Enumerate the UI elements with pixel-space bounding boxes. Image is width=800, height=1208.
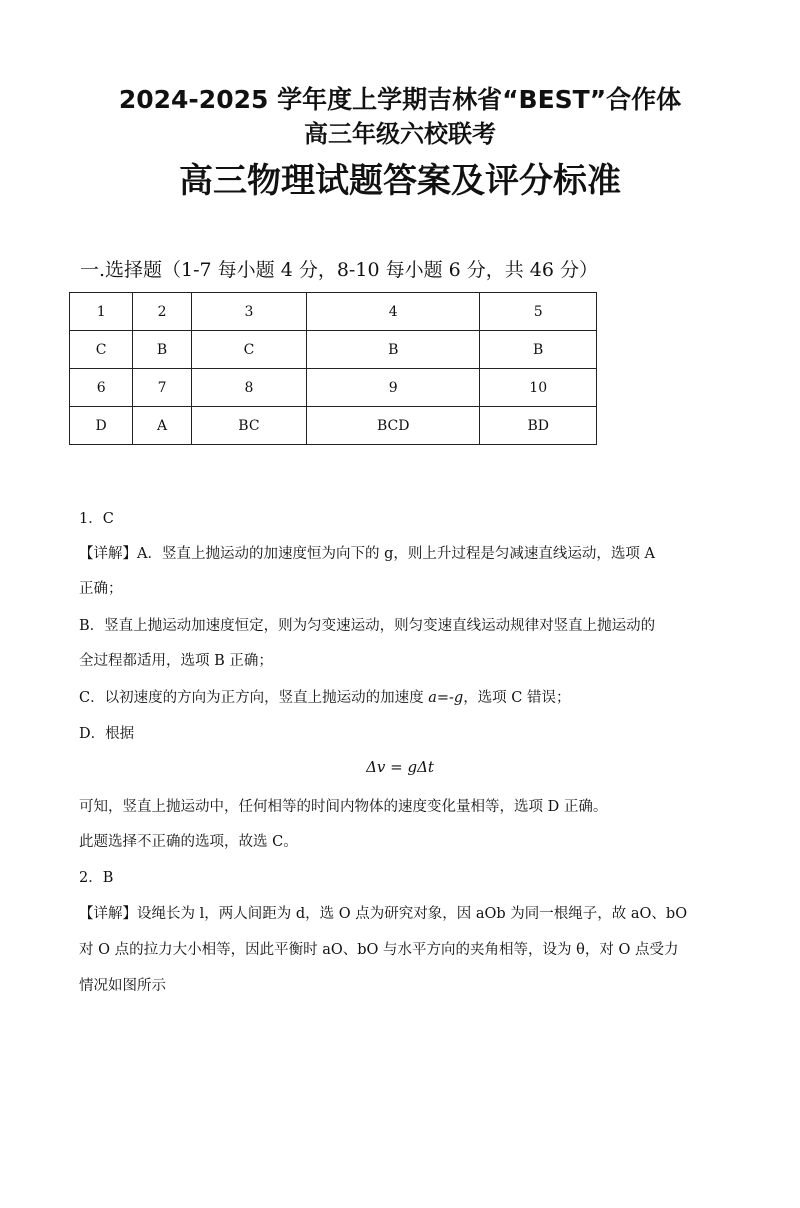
table-row [70, 293, 597, 331]
table-cell: 10 [480, 369, 597, 407]
q1-detail-a-line2: 正确； [79, 581, 123, 597]
table-cell: B [480, 331, 597, 369]
table-cell: C [191, 331, 306, 369]
q1-answer: 1．C [79, 511, 114, 527]
document-title: 高三物理试题答案及评分标准 [179, 161, 621, 201]
table-cell: 8 [191, 369, 306, 407]
table-cell: BD [480, 407, 597, 445]
q1-detail-c-post: ，选项 C 错误； [463, 690, 571, 706]
q1-conclusion-line1: 可知，竖直上抛运动中，任何相等的时间内物体的速度变化量相等，选项 D 正确。 [79, 799, 608, 815]
q2-detail-line2: 对 O 点的拉力大小相等，因此平衡时 aO、bO 与水平方向的夹角相等，设为 θ，对 O 点受力 [79, 942, 679, 958]
q1-detail-d: D．根据 [79, 726, 135, 742]
table-cell: 5 [480, 293, 597, 331]
table-cell: BC [191, 407, 306, 445]
table-row [70, 331, 597, 369]
table-cell: 4 [307, 293, 480, 331]
table-cell: 6 [70, 369, 133, 407]
table-cell: 3 [191, 293, 306, 331]
table-cell: 1 [70, 293, 133, 331]
table-cell: 2 [133, 293, 191, 331]
table-row [70, 407, 597, 445]
q2-answer: 2．B [79, 870, 114, 886]
q1-detail-c-pre: C．以初速度的方向为正方向，竖直上抛运动的加速度 [79, 690, 429, 706]
table-cell: B [307, 331, 480, 369]
q1-detail-c [79, 686, 571, 707]
answer-table [69, 292, 597, 445]
table-cell: B [133, 331, 191, 369]
table-cell: 7 [133, 369, 191, 407]
exam-header-line1: 2024-2025 学年度上学期吉林省“BEST”合作体 [118, 85, 682, 114]
section-heading-choice: 一.选择题（1-7 每小题 4 分，8-10 每小题 6 分，共 46 分） [80, 259, 598, 281]
q2-detail-line3: 情况如图所示 [79, 978, 166, 994]
exam-header-line2: 高三年级六校联考 [304, 120, 496, 148]
table-cell: 9 [307, 369, 480, 407]
q1-detail-c-formula: a=-g [428, 690, 464, 706]
q1-detail-b-line2: 全过程都适用，选项 B 正确； [79, 653, 273, 669]
table-cell: C [70, 331, 133, 369]
q2-detail-line1: 【详解】设绳长为 l，两人间距为 d，选 O 点为研究对象，因 aOb 为同一根绳子，故 aO、bO [79, 906, 688, 922]
table-cell: BCD [307, 407, 480, 445]
q1-conclusion-line2: 此题选择不正确的选项，故选 C。 [79, 834, 298, 850]
table-row [70, 369, 597, 407]
table-cell: A [133, 407, 191, 445]
q1-detail-b-line1: B．竖直上抛运动加速度恒定，则为匀变速运动，则匀变速直线运动规律对竖直上抛运动的 [79, 618, 656, 634]
q1-formula: Δv = gΔt [366, 758, 434, 776]
table-cell: D [70, 407, 133, 445]
q1-detail-a-line1: 【详解】A．竖直上抛运动的加速度恒为向下的 g，则上升过程是匀减速直线运动，选项 A [79, 546, 655, 562]
